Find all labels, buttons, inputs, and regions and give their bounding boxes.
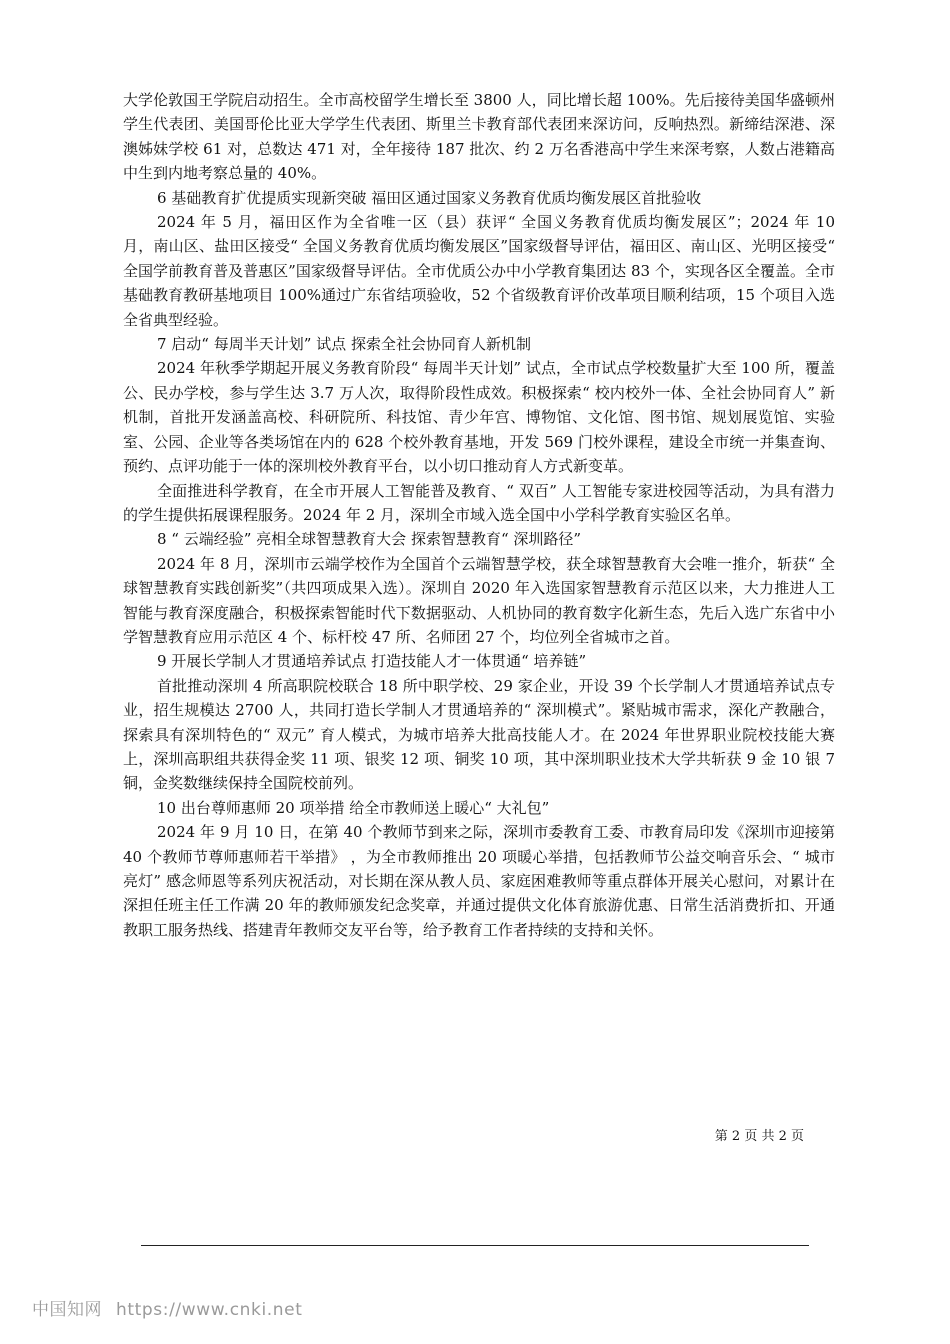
page-indicator: 第 2 页 共 2 页 (714, 1129, 804, 1144)
section-heading-7: 7 启动“ 每周半天计划” 试点 探索全社会协同育人新机制 (157, 335, 531, 354)
watermark-brand: 中国知网 (32, 1300, 102, 1320)
paragraph: 2024 年秋季学期起开展义务教育阶段“ 每周半天计划” 试点，全市试点学校数量扩大至 100 所，覆盖公、民办学校，参与学生达 3.7 万人次，取得阶段性成效。积极探索“ 校内校外一体、全社会协同育人” 新机制，首批开发涵盖高校、科研院所、科技馆、青少年宫、博物馆、文化馆、图书馆、规划展览馆、实验室、公园、企业等各类场馆在内的 628 个校外教育基地，开发 569 门校外课程，建设全市统一并集查询、预约、点评功能于一体的深圳校外教育平台，以小切口推动育人方式新变革。 (123, 359, 835, 476)
paragraph: 2024 年 8 月，深圳市云端学校作为全国首个云端智慧学校，获全球智慧教育大会唯一推介，斩获“ 全球智慧教育实践创新奖”（共四项成果入选）。深圳自 2020 年入选国家智慧教育示范区以来，大力推进人工智能与教育深度融合，积极探索智能时代下数据驱动、人机协同的教育数字化新生态，先后入选广东省中小学智慧教育应用示范区 4 个、标杆校 47 所、名师团 27 个，均位列全省城市之首。 (123, 554, 835, 646)
section-heading-6: 6 基础教育扩优提质实现新突破 福田区通过国家义务教育优质均衡发展区首批验收 (157, 188, 702, 207)
document-body (123, 88, 835, 942)
paragraph: 2024 年 5 月，福田区作为全省唯一区（县）获评“ 全国义务教育优质均衡发展区”；2024 年 10 月，南山区、盐田区接受“ 全国义务教育优质均衡发展区”国家级督导评估，福田区、南山区、光明区接受“ 全国学前教育普及普惠区”国家级督导评估。全市优质公办中小学教育集团达 83 个，实现各区全覆盖。全市基础教育教研基地项目 100%通过广东省结项验收，52 个省级教育评价改革项目顺利结项，15 个项目入选全省典型经验。 (123, 213, 835, 329)
paragraph: 全面推进科学教育，在全市开展人工智能普及教育、“ 双百” 人工智能专家进校园等活动，为具有潜力的学生提供拓展课程服务。2024 年 2 月，深圳全市域入选全国中小学科学教育实验区名单。 (123, 481, 835, 524)
paragraph: 2024 年 9 月 10 日，在第 40 个教师节到来之际，深圳市委教育工委、市教育局印发《深圳市迎接第 40 个教师节尊师惠师若干举措》 ，为全市教师推出 20 项暖心举措，包括教师节公益交响音乐会、“ 城市亮灯” 感念师恩等系列庆祝活动，对长期在深从教人员、家庭困难教师等重点群体开展关心慰问，对累计在深担任班主任工作满 20 年的教师颁发纪念奖章，并通过提供文化体育旅游优惠、日常生活消费折扣、开通教职工服务热线、搭建青年教师交友平台等，给予教育工作者持续的支持和关怀。 (123, 823, 835, 939)
paragraph-continued: 大学伦敦国王学院启动招生。全市高校留学生增长至 3800 人，同比增长超 100%。先后接待美国华盛顿州学生代表团、美国哥伦比亚大学学生代表团、斯里兰卡教育部代表团来深访问，反响热烈。新缔结深港、深澳姊妹学校 61 对，总数达 471 对，全年接待 187 批次、约 2 万名香港高中学生来深考察，人数占港籍高中生到内地考察总量的 40%。 (123, 91, 835, 183)
cnki-watermark (32, 1295, 302, 1320)
section-heading-8: 8 “ 云端经验” 亮相全球智慧教育大会 探索智慧教育“ 深圳路径” (157, 530, 582, 549)
watermark-url[interactable]: https://www.cnki.net (116, 1300, 303, 1320)
footer-divider (141, 1245, 809, 1246)
paragraph: 首批推动深圳 4 所高职院校联合 18 所中职学校、29 家企业，开设 39 个长学制人才贯通培养试点专业，招生规模达 2700 人，共同打造长学制人才贯通培养的“ 深圳模式”。紧贴城市需求，深化产教融合，探索具有深圳特色的“ 双元” 育人模式，为城市培养大批高技能人才。在 2024 年世界职业院校技能大赛上，深圳高职组共获得金奖 11 项、银奖 12 项、铜奖 10 项，其中深圳职业技术大学共斩获 9 金 10 银 7 铜，金奖数继续保持全国院校前列。 (123, 676, 835, 793)
section-heading-10: 10 出台尊师惠师 20 项举措 给全市教师送上暖心“ 大礼包” (157, 798, 550, 817)
section-heading-9: 9 开展长学制人才贯通培养试点 打造技能人才一体贯通“ 培养链” (157, 652, 587, 671)
